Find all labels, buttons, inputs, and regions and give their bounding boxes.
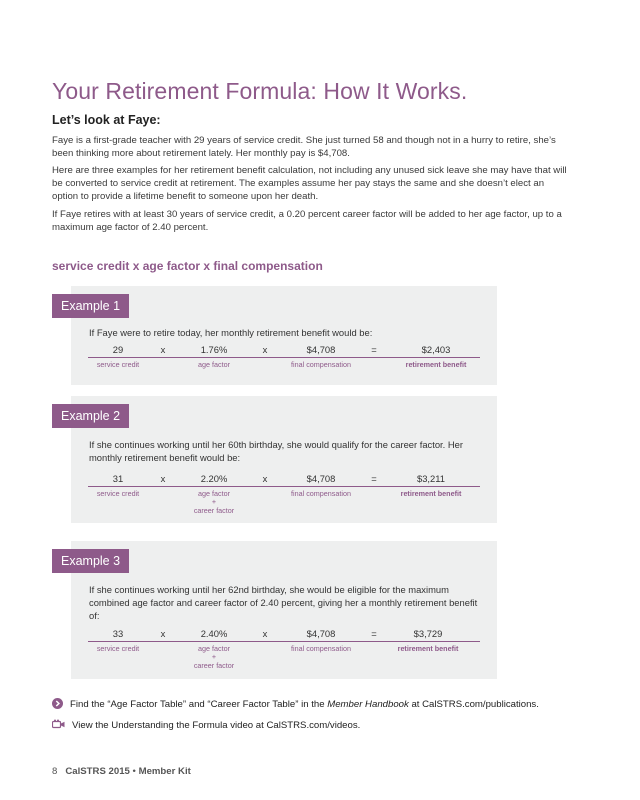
examples-paragraph: Here are three examples for her retirement benefit calculation, not including any unused sick leave she may have that will be converted to service credit at retirement. The examples assume her pay stays the same and she doesn’t elect an option to provide a lifetime benefit to someone upon her death.	[52, 165, 567, 202]
example-2-panel	[71, 396, 497, 523]
times-operator: x	[262, 473, 268, 484]
times-operator: x	[160, 473, 166, 484]
sub-heading: Let’s look at Faye:	[52, 113, 161, 127]
age-factor-label: age factor	[198, 644, 230, 653]
service-credit-label: service credit	[96, 489, 140, 498]
age-factor-value: 2.40%	[200, 628, 228, 639]
member-handbook-title: Member Handbook	[327, 699, 409, 711]
page-number: 8	[52, 766, 58, 777]
example-3-panel	[71, 541, 497, 679]
career-factor-paragraph: If Faye retires with at least 30 years of service credit, a 0.20 percent career factor will be added to her age factor, up to a maximum age factor of 2.40 percent.	[52, 209, 562, 233]
times-operator: x	[262, 628, 268, 639]
publication-name: CalSTRS 2015	[65, 766, 130, 777]
age-factor-label: age factor	[198, 360, 230, 369]
final-compensation-label: final compensation	[291, 644, 351, 653]
service-credit-value: 29	[112, 344, 124, 355]
equals-operator: =	[371, 473, 377, 484]
final-compensation-value: $4,708	[306, 628, 336, 639]
example-3-text: If she continues working until her 62nd birthday, she would be eligible for the maximum combined age factor and career factor of 2.40 percent, giving her a monthly retirement benefit of:	[89, 584, 478, 621]
calculation-divider	[88, 486, 480, 487]
calculation-divider	[88, 641, 480, 642]
times-operator: x	[262, 344, 268, 355]
example-2-tab: Example 2	[52, 404, 129, 428]
page-footer	[52, 766, 191, 777]
chevron-right-circle-icon[interactable]	[52, 698, 63, 709]
example-1-panel	[71, 286, 497, 385]
handbook-resource	[52, 699, 539, 713]
formula-heading: service credit x age factor x final compensation	[52, 259, 323, 273]
example-3-tab: Example 3	[52, 549, 129, 573]
equals-operator: =	[371, 628, 377, 639]
retirement-benefit-value: $2,403	[421, 344, 451, 355]
example-2-calculation	[88, 473, 480, 487]
example-1-tab: Example 1	[52, 294, 129, 318]
video-camera-icon[interactable]	[52, 719, 65, 730]
footer-separator: •	[132, 766, 136, 777]
retirement-benefit-value: $3,729	[413, 628, 443, 639]
age-factor-value: 2.20%	[200, 473, 228, 484]
final-compensation-label: final compensation	[291, 360, 351, 369]
age-and-career-factor-label	[194, 490, 234, 515]
plus-sign: +	[211, 652, 217, 662]
example-1-calculation	[88, 344, 480, 358]
example-1-text: If Faye were to retire today, her monthly retirement benefit would be:	[89, 327, 373, 338]
section-name: Member Kit	[138, 766, 191, 777]
calculation-divider	[88, 357, 480, 358]
retirement-benefit-value: $3,211	[417, 473, 445, 484]
age-and-career-factor-label	[194, 645, 234, 670]
retirement-benefit-label: retirement benefit	[405, 360, 467, 369]
service-credit-value: 31	[112, 473, 124, 484]
times-operator: x	[160, 628, 166, 639]
example-3-calculation	[88, 628, 480, 642]
times-operator: x	[160, 344, 166, 355]
final-compensation-value: $4,708	[306, 473, 336, 484]
equals-operator: =	[371, 344, 377, 355]
page-title: Your Retirement Formula: How It Works.	[52, 78, 468, 104]
retirement-benefit-label: retirement benefit	[397, 644, 459, 653]
service-credit-label: service credit	[96, 360, 140, 369]
age-factor-value: 1.76%	[200, 344, 228, 355]
service-credit-value: 33	[112, 628, 124, 639]
final-compensation-value: $4,708	[306, 344, 336, 355]
example-2-text: If she continues working until her 60th birthday, she would qualify for the career factor. Her monthly retirement benefit would be:	[89, 439, 463, 463]
video-resource-text: View the Understanding the Formula video at CalSTRS.com/videos.	[72, 720, 361, 732]
career-factor-label: career factor	[193, 660, 235, 670]
service-credit-label: service credit	[96, 644, 140, 653]
video-resource	[52, 720, 360, 734]
handbook-resource-text-end: at CalSTRS.com/publications.	[408, 699, 539, 711]
retirement-benefit-label: retirement benefit	[400, 489, 462, 498]
intro-paragraph: Faye is a first-grade teacher with 29 years of service credit. She just turned 58 and though not in a hurry to retire, she’s been thinking more about retirement lately. Her monthly pay is $4,708.	[52, 135, 556, 159]
final-compensation-label: final compensation	[291, 489, 351, 498]
career-factor-label: career factor	[193, 505, 235, 515]
plus-sign: +	[211, 497, 217, 507]
age-factor-label: age factor	[198, 489, 230, 498]
handbook-resource-text-start: Find the “Age Factor Table” and “Career Factor Table” in the	[70, 699, 328, 711]
